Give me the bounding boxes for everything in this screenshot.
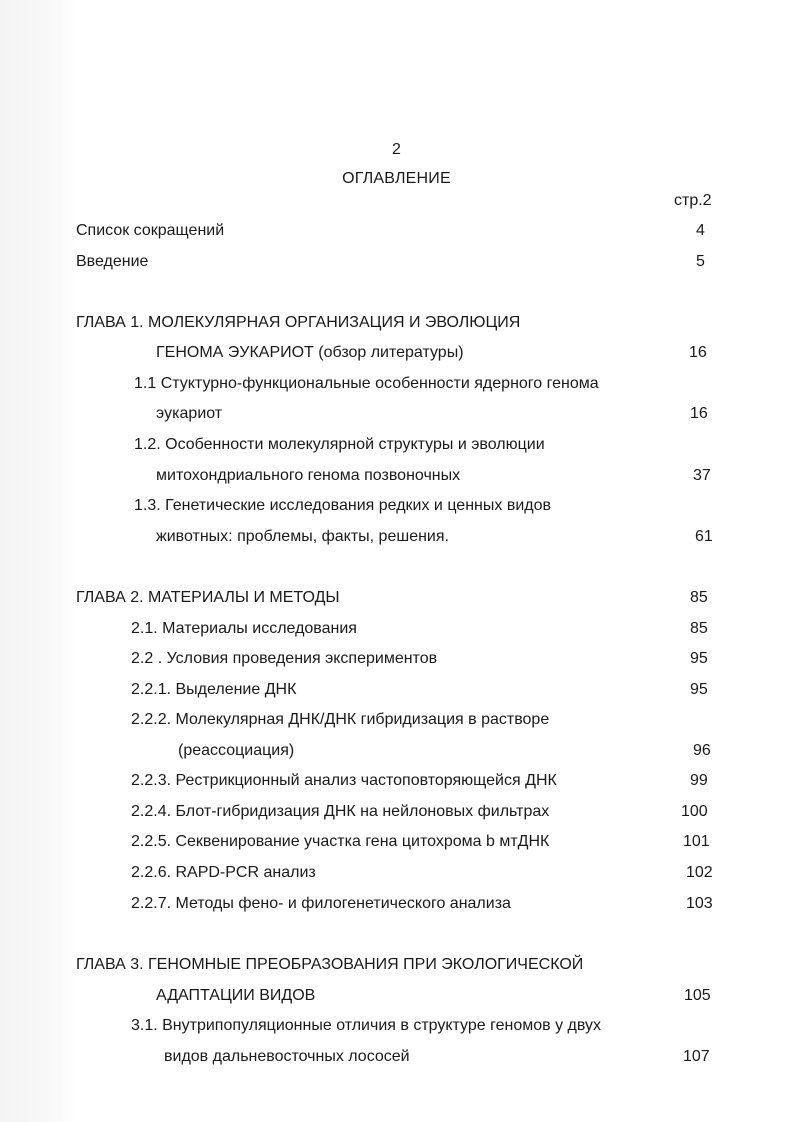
page-title: ОГЛАВЛЕНИЕ [342,170,451,187]
toc-entry-page: 99 [690,772,708,789]
toc-entry-text: (реассоциация) [178,742,295,759]
toc-entry-page: 96 [693,742,711,759]
toc-entry-text: 3.1. Внутрипопуляционные отличия в структуре геномов у двух [131,1017,602,1034]
toc-chapter-heading: ГЛАВА 3. ГЕНОМНЫЕ ПРЕОБРАЗОВАНИЯ ПРИ ЭКОЛОГИЧЕСКОЙ [76,956,584,973]
toc-entry-text: Введение [76,253,149,270]
toc-entry-text: Список сокращений [76,222,225,239]
toc-entry-text: 2.2.1. Выделение ДНК [131,681,297,698]
toc-entry-page: 5 [696,253,705,270]
toc-entry-page: 107 [683,1048,710,1065]
toc-entry-text: 2.2.5. Секвенирование участка гена цитохрома b мтДНК [131,833,550,850]
toc-entry-text: 2.2.3. Рестрикционный анализ частоповторяющейся ДНК [131,772,557,789]
toc-entry-page: 100 [681,803,708,820]
toc-entry-page: 37 [693,467,711,484]
toc-entry-text: АДАПТАЦИИ ВИДОВ [156,987,316,1004]
toc-entry-text: 2.2.2. Молекулярная ДНК/ДНК гибридизация в растворе [131,711,550,728]
page-number: 2 [392,141,401,158]
toc-entry-text: 2.2.7. Методы фено- и филогенетического анализа [131,895,511,912]
toc-entry-page: 85 [690,620,708,637]
toc-entry-text: 2.1. Материалы исследования [131,620,357,637]
toc-chapter-heading: ГЛАВА 2. МАТЕРИАЛЫ И МЕТОДЫ [76,589,340,606]
toc-entry-page: 101 [683,833,710,850]
toc-entry-page: 16 [690,405,708,422]
toc-entry-text: 2.2.6. RAPD-PCR анализ [131,864,316,881]
toc-entry-page: 61 [695,528,713,545]
toc-entry-text: митохондриального генома позвоночных [156,467,461,484]
toc-entry-text: ГЕНОМА ЭУКАРИОТ (обзор литературы) [156,344,464,361]
toc-entry-text: 2.2 . Условия проведения экспериментов [131,650,438,667]
scan-shadow [0,0,80,1122]
toc-entry-text: животных: проблемы, факты, решения. [156,528,449,545]
toc-entry-page: 103 [686,895,713,912]
toc-entry-page: 95 [690,650,708,667]
page-column-header: стр.2 [674,192,712,209]
toc-entry-page: 102 [686,864,713,881]
toc-entry-text: 1.3. Генетические исследования редких и ценных видов [134,497,551,514]
toc-entry-text: эукариот [156,405,223,422]
toc-entry-page: 4 [696,222,705,239]
toc-entry-text: видов дальневосточных лососей [164,1048,410,1065]
toc-entry-page: 16 [689,344,707,361]
toc-entry-page: 95 [690,681,708,698]
toc-entry-page: 85 [690,589,708,606]
toc-chapter-heading: ГЛАВА 1. МОЛЕКУЛЯРНАЯ ОРГАНИЗАЦИЯ И ЭВОЛЮЦИЯ [76,314,521,331]
toc-entry-text: 2.2.4. Блот-гибридизация ДНК на нейлоновых фильтрах [131,803,550,820]
toc-entry-text: 1.2. Особенности молекулярной структуры и эволюции [134,436,545,453]
toc-entry-text: 1.1 Стуктурно-функциональные особенности ядерного генома [134,375,599,392]
toc-entry-page: 105 [684,987,711,1004]
